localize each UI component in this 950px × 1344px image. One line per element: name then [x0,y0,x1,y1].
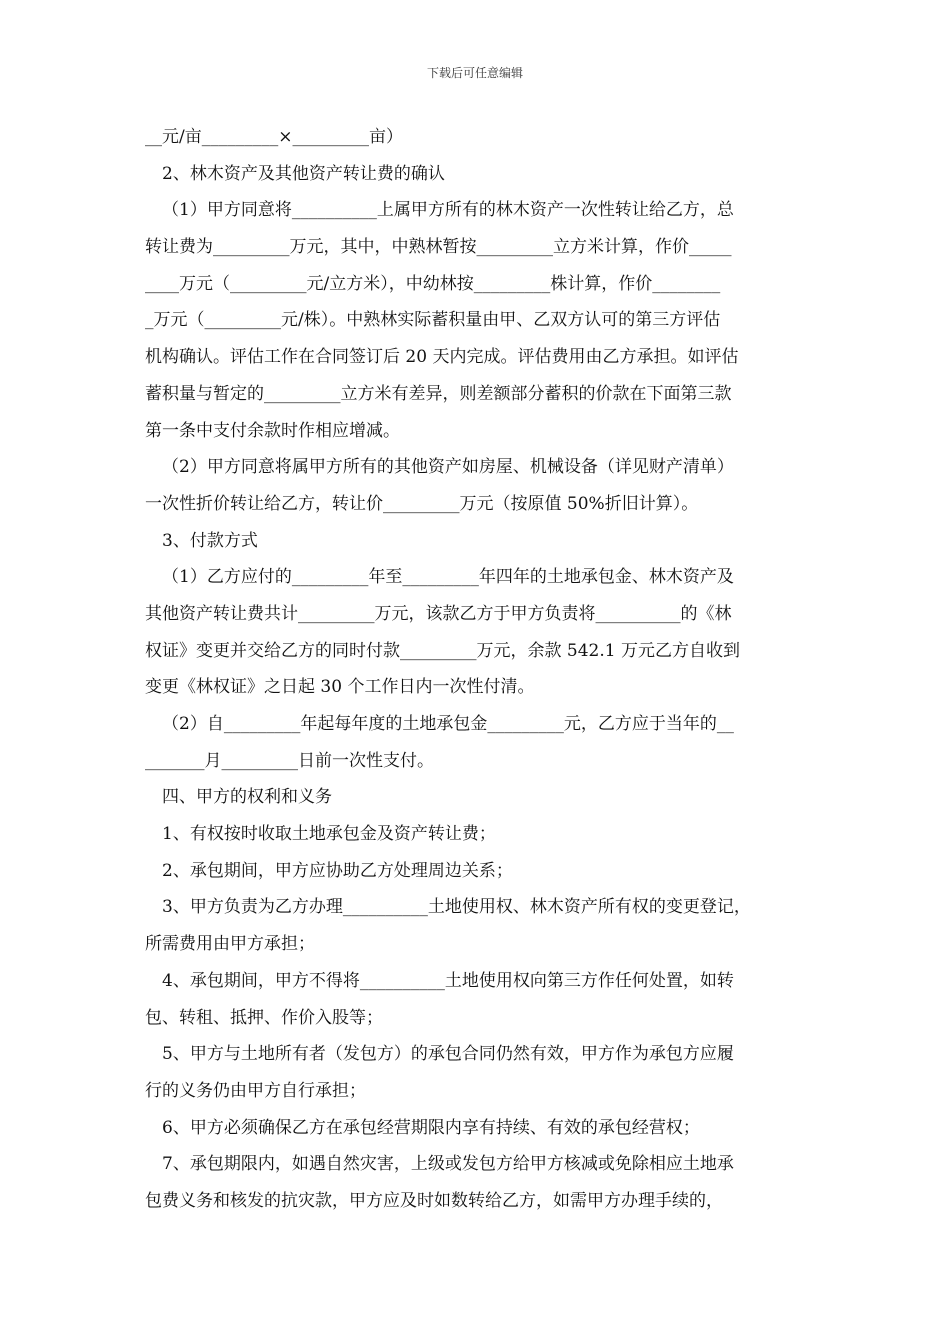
text-line: 蓄积量与暂定的_________立方米有差异，则差额部分蓄积的价款在下面第三款 [145,383,732,404]
text-line: 所需费用由甲方承担； [145,934,315,955]
text-line: 权证》变更并交给乙方的同时付款_________万元，余款 542.1 万元乙方自收到 [145,640,740,661]
document-body [145,119,813,1220]
text-line: （2）自_________年起每年度的土地承包金_________元，乙方应于当年的__ [162,714,734,734]
text-line: 行的义务仍由甲方自行承担； [145,1080,366,1101]
text-line: （1）甲方同意将__________上属甲方所有的林木资产一次性转让给乙方，总 [162,200,734,221]
text-line: 四、甲方的权利和义务 [162,787,332,808]
text-line: 3、付款方式 [162,530,258,551]
text-line: 第一条中支付余款时作相应增减。 [145,420,400,441]
text-line: __元/亩_________×_________亩） [145,127,403,147]
text-line: 其他资产转让费共计_________万元，该款乙方于甲方负责将__________的《林 [145,603,732,624]
text-line: 变更《林权证》之日起 30 个工作日内一次性付清。 [145,677,535,698]
text-line: 转让费为_________万元，其中，中熟林暂按_________立方米计算，作价_____ [145,237,732,258]
text-line: 2、承包期间，甲方应协助乙方处理周边关系； [162,860,513,881]
text-line: _万元（_________元/株）。中熟林实际蓄积量由甲、乙双方认可的第三方评估 [145,310,721,331]
text-line: （2）甲方同意将属甲方所有的其他资产如房屋、机械设备（详见财产清单） [162,457,734,478]
text-line: 7、承包期限内，如遇自然灾害，上级或发包方给甲方核减或免除相应土地承 [162,1154,734,1175]
text-line: 1、有权按时收取土地承包金及资产转让费； [162,824,496,845]
text-line: ____万元（_________元/立方米），中幼林按_________株计算，作价________ [145,273,721,294]
text-line: 6、甲方必须确保乙方在承包经营期限内享有持续、有效的承包经营权； [162,1117,700,1138]
text-line: （1）乙方应付的_________年至_________年四年的土地承包金、林木资产及 [162,567,734,588]
text-line: 一次性折价转让给乙方，转让价_________万元（按原值 50%折旧计算）。 [145,493,699,514]
text-line: 包、转租、抵押、作价入股等； [145,1007,383,1028]
text-line: 机构确认。评估工作在合同签订后 20 天内完成。评估费用由乙方承担。如评估 [145,347,739,368]
text-line: 包费义务和核发的抗灾款，甲方应及时如数转给乙方，如需甲方办理手续的， [145,1190,723,1211]
text-line: _______月_________日前一次性支付。 [145,750,434,771]
text-line: 2、林木资产及其他资产转让费的确认 [162,163,445,184]
page-header: 下载后可任意编辑 [426,66,523,80]
text-line: 4、承包期间，甲方不得将__________土地使用权向第三方作任何处置，如转 [162,970,734,991]
text-line: 3、甲方负责为乙方办理__________土地使用权、林木资产所有权的变更登记， [162,897,751,918]
text-line: 5、甲方与土地所有者（发包方）的承包合同仍然有效，甲方作为承包方应履 [162,1044,734,1065]
